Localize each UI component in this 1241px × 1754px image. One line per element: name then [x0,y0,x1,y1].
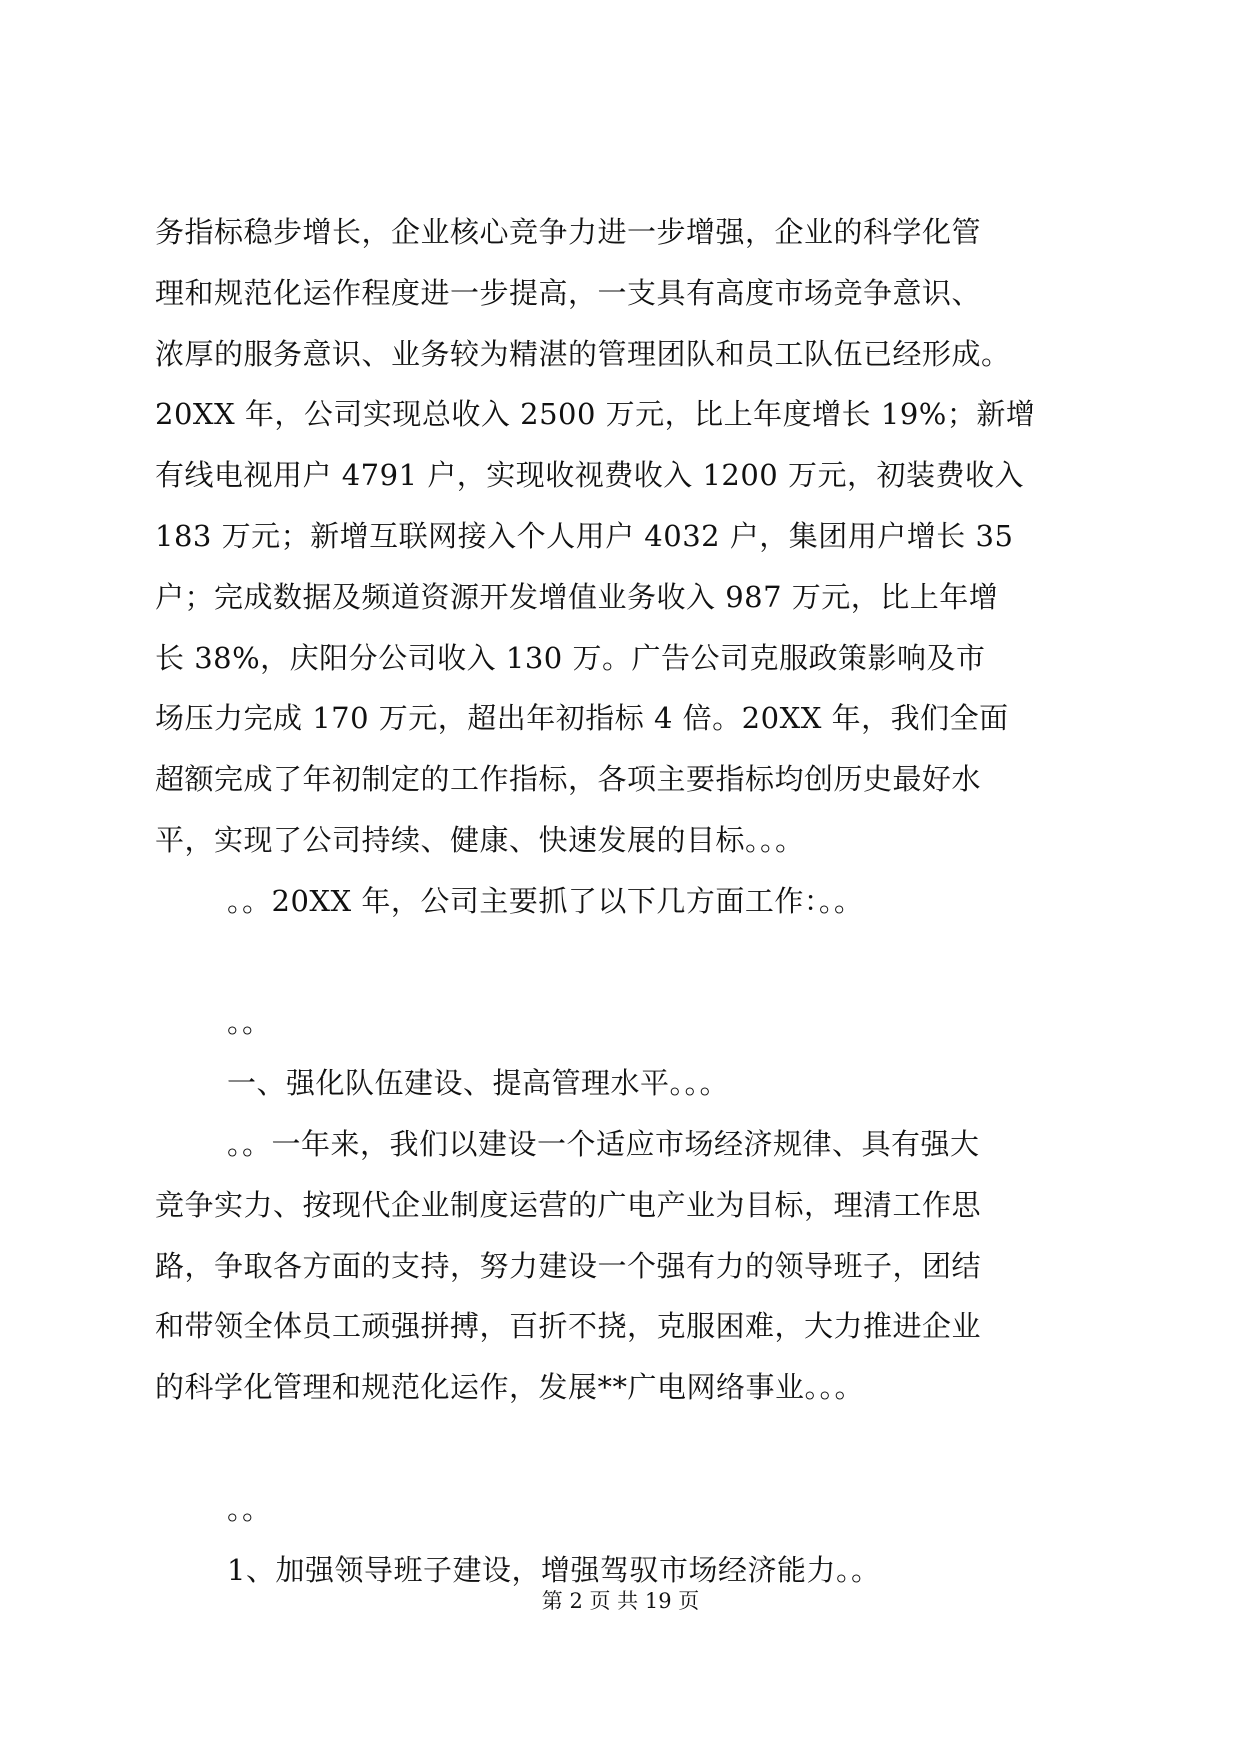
paragraph-line: 。。20XX 年，公司主要抓了以下几方面工作：。。 [227,883,864,918]
body-line: 理和规范化运作程度进一步提高，一支具有高度市场竞争意识、 [155,275,982,310]
page-footer: 第 2 页 共 19 页 [541,1589,700,1613]
paragraph-line: 。。一年来，我们以建设一个适应市场经济规律、具有强大 [227,1126,980,1161]
paragraph-line: 。。 [227,1491,272,1526]
body-line: 场压力完成 170 万元，超出年初指标 4 倍。20XX 年，我们全面 [155,701,1009,736]
document-body [155,202,1085,1600]
body-line: 的科学化管理和规范化运作，发展**广电网络事业。。。 [155,1370,865,1405]
body-line: 20XX 年，公司实现总收入 2500 万元，比上年度增长 19%；新增 [155,397,1036,432]
body-line: 183 万元；新增互联网接入个人用户 4032 户，集团用户增长 35 [155,518,1014,553]
body-line: 和带领全体员工顽强拼搏，百折不挠，克服困难，大力推进企业 [155,1309,982,1344]
body-line: 有线电视用户 4791 户，实现收视费收入 1200 万元，初装费收入 [155,458,1024,493]
section-heading: 一、强化队伍建设、提高管理水平。。。 [227,1066,730,1101]
body-line: 平，实现了公司持续、健康、快速发展的目标。。。 [155,822,805,857]
body-line: 路，争取各方面的支持，努力建设一个强有力的领导班子，团结 [155,1248,982,1283]
body-line: 长 38%，庆阳分公司收入 130 万。广告公司克服政策影响及市 [155,640,986,675]
body-line: 务指标稳步增长，企业核心竞争力进一步增强，企业的科学化管 [155,215,982,249]
body-line: 户；完成数据及频道资源开发增值业务收入 987 万元，比上年增 [155,579,999,614]
blank-spacing [155,932,1085,993]
blank-spacing [155,1418,1085,1479]
body-line: 超额完成了年初制定的工作指标，各项主要指标均创历史最好水 [155,762,982,797]
subsection-heading: 1、加强领导班子建设，增强驾驭市场经济能力。。 [227,1552,881,1587]
paragraph-line: 。。 [227,1005,272,1040]
body-line: 浓厚的服务意识、业务较为精湛的管理团队和员工队伍已经形成。 [155,336,1011,371]
body-line: 竞争实力、按现代企业制度运营的广电产业为目标，理清工作思 [155,1187,982,1222]
